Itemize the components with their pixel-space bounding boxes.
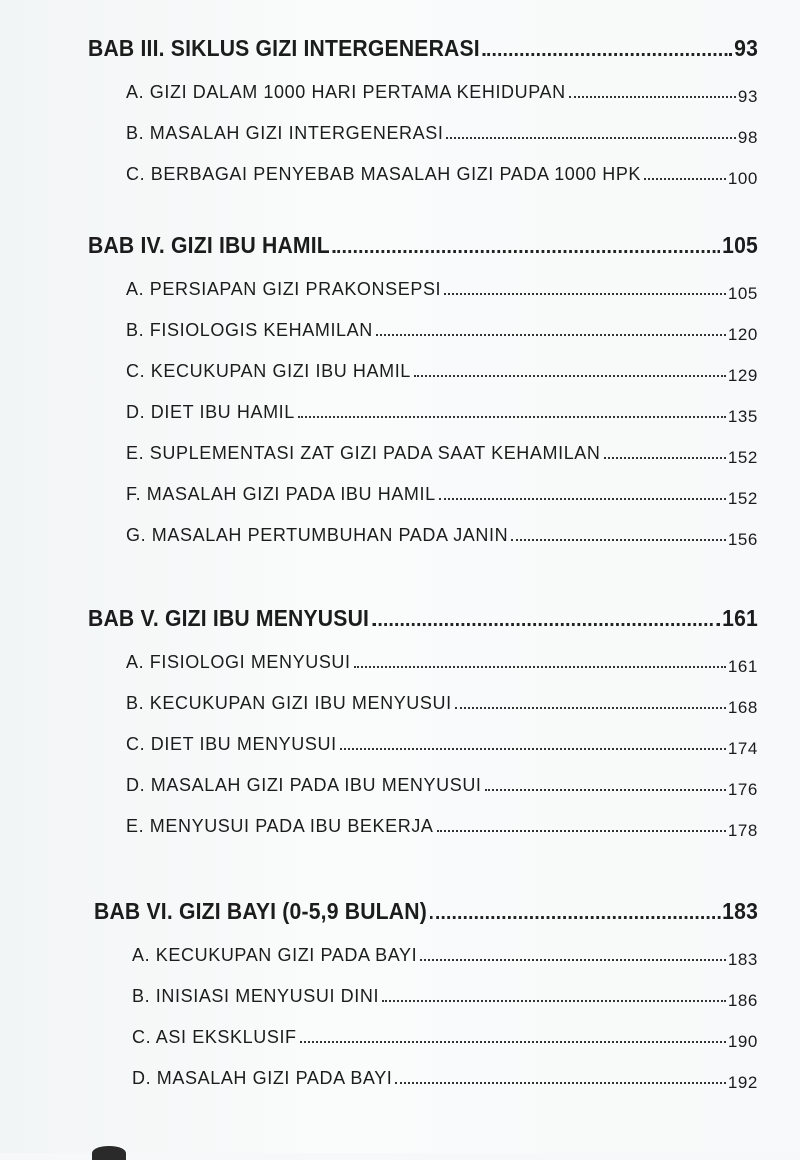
entry-page-number: 156 <box>727 530 758 549</box>
entry-title: E. MENYUSUI PADA IBU BEKERJA <box>126 816 434 836</box>
entry-page-number: 161 <box>727 657 758 676</box>
chapter-title: BAB IV. GIZI IBU HAMIL <box>88 232 330 258</box>
entry-page-number: 192 <box>727 1073 758 1092</box>
entry-title: B. MASALAH GIZI INTERGENERASI <box>126 123 444 143</box>
chapter-title: BAB III. SIKLUS GIZI INTERGENERASI <box>88 35 480 61</box>
chapter-heading <box>88 215 758 259</box>
dot-leader <box>395 1082 725 1084</box>
toc-entry <box>126 341 758 385</box>
chapter-heading <box>88 18 758 62</box>
chapter-4 <box>88 215 759 549</box>
chapter-heading <box>94 881 758 925</box>
dot-leader <box>420 959 726 961</box>
entry-title: D. DIET IBU HAMIL <box>126 402 295 422</box>
toc-entry <box>132 1048 758 1092</box>
toc-entry <box>132 925 758 969</box>
toc-entry <box>126 382 758 426</box>
entry-title: A. GIZI DALAM 1000 HARI PERTAMA KEHIDUPAN <box>126 82 566 102</box>
chapter-title: BAB V. GIZI IBU MENYUSUI <box>88 605 370 631</box>
dot-leader <box>439 498 726 500</box>
toc-entry <box>126 144 758 188</box>
toc-entry <box>126 423 758 467</box>
dot-leader <box>511 539 726 541</box>
dot-leader <box>340 748 726 750</box>
chapter-5 <box>88 588 759 840</box>
toc-entry <box>126 300 758 344</box>
entry-page-number: 190 <box>727 1032 758 1051</box>
entry-title: A. PERSIAPAN GIZI PRAKONSEPSI <box>126 279 442 299</box>
entry-page-number: 186 <box>727 991 758 1010</box>
dot-leader <box>604 457 726 459</box>
table-of-contents <box>88 18 758 1123</box>
chapter-page-number: 93 <box>734 35 759 61</box>
chapter-page-number: 161 <box>722 605 759 631</box>
dot-leader <box>414 375 726 377</box>
dot-leader <box>382 1000 726 1002</box>
entry-title: E. SUPLEMENTASI ZAT GIZI PADA SAAT KEHAMILAN <box>126 443 601 463</box>
toc-entry <box>126 259 758 303</box>
entry-title: C. DIET IBU MENYUSUI <box>126 734 337 754</box>
chapter-6 <box>94 881 759 1092</box>
entry-title: G. MASALAH PERTUMBUHAN PADA JANIN <box>126 525 509 545</box>
entry-page-number: 105 <box>727 284 758 303</box>
toc-entry <box>132 1007 758 1051</box>
entry-title: A. KECUKUPAN GIZI PADA BAYI <box>132 945 418 965</box>
toc-entry <box>126 505 758 549</box>
entry-page-number: 176 <box>727 780 758 799</box>
entry-title: B. FISIOLOGIS KEHAMILAN <box>126 320 373 340</box>
entry-title: C. BERBAGAI PENYEBAB MASALAH GIZI PADA 1000 HPK <box>126 164 642 184</box>
entry-page-number: 174 <box>727 739 758 758</box>
entry-page-number: 135 <box>727 407 758 426</box>
entry-title: F. MASALAH GIZI PADA IBU HAMIL <box>126 484 436 504</box>
dot-leader <box>354 666 726 668</box>
entry-title: B. KECUKUPAN GIZI IBU MENYUSUI <box>126 693 452 713</box>
dot-leader <box>376 334 726 336</box>
dot-leader <box>444 293 726 295</box>
toc-entry <box>126 673 758 717</box>
chapter-page-number: 183 <box>722 898 759 924</box>
entry-page-number: 178 <box>727 821 758 840</box>
toc-entry <box>126 632 758 676</box>
dot-leader <box>430 916 721 919</box>
toc-entry <box>126 714 758 758</box>
toc-entry <box>126 62 758 106</box>
toc-entry <box>126 464 758 508</box>
entry-page-number: 120 <box>727 325 758 344</box>
chapter-title: BAB VI. GIZI BAYI (0-5,9 BULAN) <box>94 898 427 924</box>
entry-title: D. MASALAH GIZI PADA IBU MENYUSUI <box>126 775 482 795</box>
entry-page-number: 152 <box>727 448 758 467</box>
dot-leader <box>485 789 726 791</box>
toc-entry <box>132 966 758 1010</box>
toc-entry <box>126 755 758 799</box>
dot-leader <box>644 178 726 180</box>
chapter-heading <box>88 588 758 632</box>
dot-leader <box>455 707 726 709</box>
entry-page-number: 100 <box>727 169 758 188</box>
entry-title: B. INISIASI MENYUSUI DINI <box>132 986 380 1006</box>
dot-leader <box>569 96 736 98</box>
entry-title: D. MASALAH GIZI PADA BAYI <box>132 1068 393 1088</box>
entry-title: A. FISIOLOGI MENYUSUI <box>126 652 351 672</box>
dot-leader <box>300 1041 726 1043</box>
toc-entry <box>126 103 758 147</box>
dot-leader <box>483 53 733 56</box>
dot-leader <box>298 416 726 418</box>
chapter-3 <box>88 18 759 188</box>
page-corner-mark <box>92 1146 126 1160</box>
entry-page-number: 129 <box>727 366 758 385</box>
entry-page-number: 183 <box>727 950 758 969</box>
chapter-page-number: 105 <box>722 232 759 258</box>
entry-page-number: 152 <box>727 489 758 508</box>
dot-leader <box>446 137 735 139</box>
toc-entry <box>126 796 758 840</box>
dot-leader <box>437 830 726 832</box>
entry-page-number: 168 <box>727 698 758 717</box>
entry-page-number: 93 <box>737 87 758 106</box>
dot-leader <box>333 250 721 253</box>
entry-title: C. KECUKUPAN GIZI IBU HAMIL <box>126 361 411 381</box>
entry-page-number: 98 <box>737 128 758 147</box>
dot-leader <box>372 623 720 626</box>
entry-title: C. ASI EKSKLUSIF <box>132 1027 297 1047</box>
